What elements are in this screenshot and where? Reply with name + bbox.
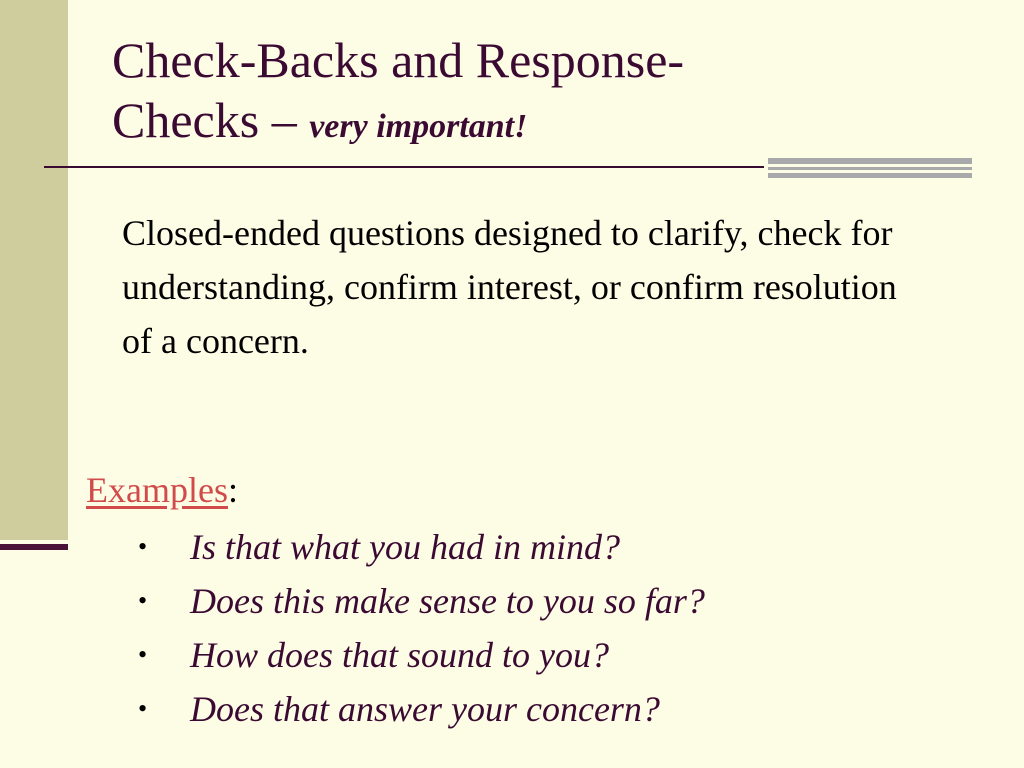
list-item [138,574,705,628]
bullet-icon: • [138,694,148,723]
examples-colon: : [227,470,238,510]
list-item [138,682,705,736]
example-text: Is that what you had in mind? [190,527,620,567]
examples-list [138,520,705,736]
list-item [138,628,705,682]
examples-heading [86,466,238,514]
left-decorative-band [0,0,68,540]
title-emphasis: very important! [309,108,528,145]
bullet-icon: • [138,640,148,669]
title-accent-bar [768,173,972,178]
title-line-1: Check-Backs and Response- [112,32,685,88]
slide-title [112,30,912,157]
bullet-icon: • [138,532,148,561]
list-item [138,520,705,574]
definition-paragraph: Closed-ended questions designed to clarify, check for understanding, confirm interest, or confirm resolution of a concern. [122,213,897,361]
title-line-2: Checks – [112,92,310,148]
example-text: How does that sound to you? [190,635,609,675]
examples-link[interactable]: Examples [86,470,228,510]
title-accent-bar [768,167,972,170]
title-underline-rule [44,166,764,168]
left-band-rule [0,544,68,550]
title-accent-bar [768,158,972,164]
bullet-icon: • [138,586,148,615]
example-text: Does that answer your concern? [190,689,660,729]
example-text: Does this make sense to you so far? [190,581,705,621]
